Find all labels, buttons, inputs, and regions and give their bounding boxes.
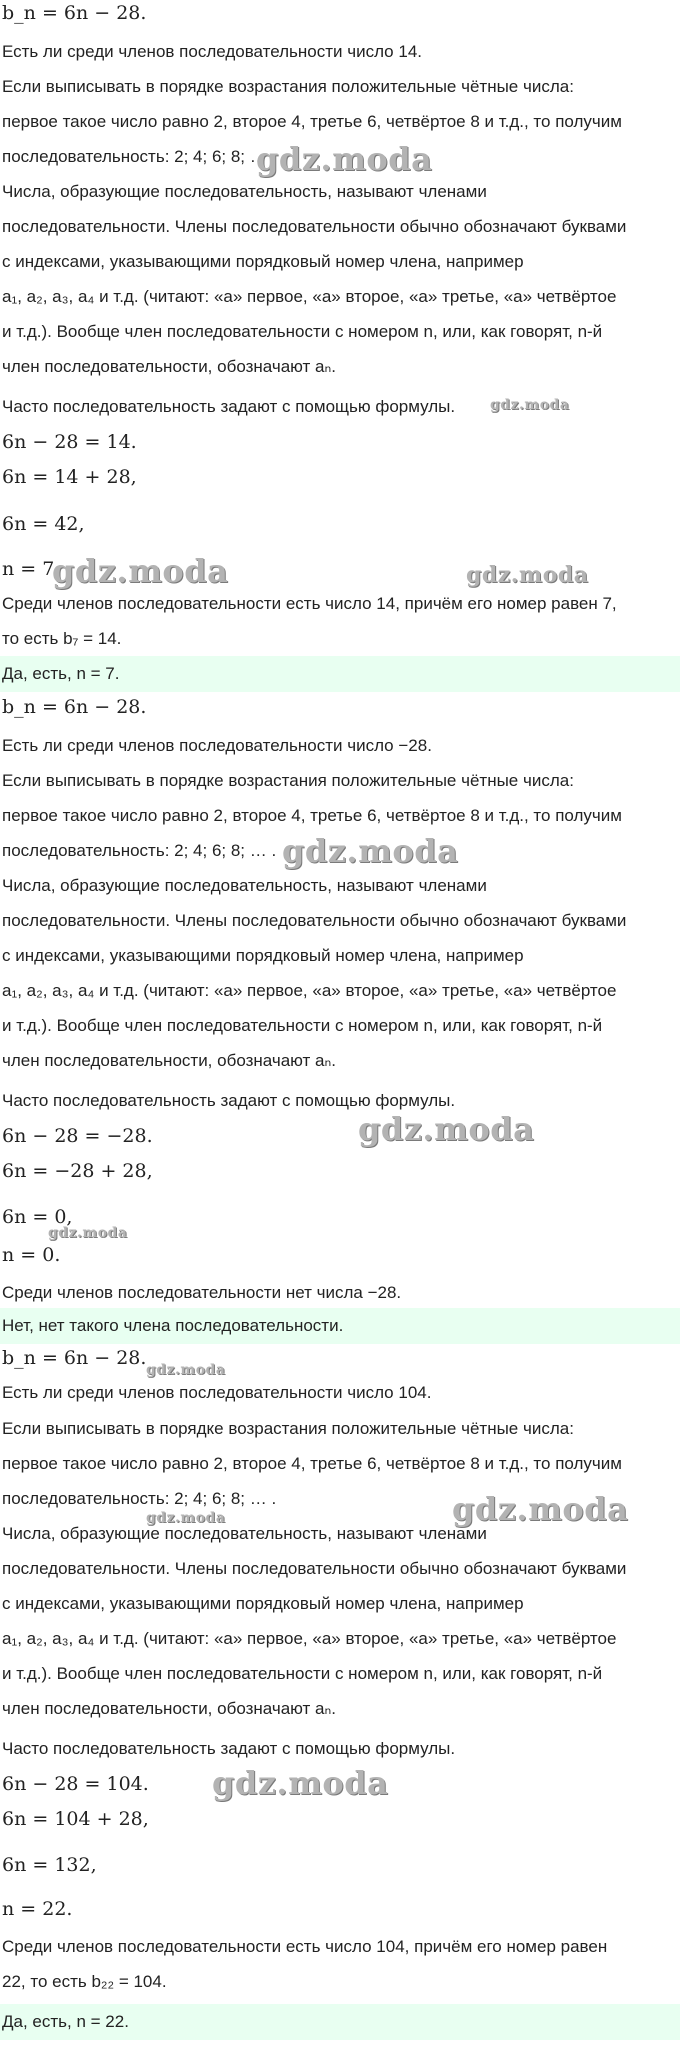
conclusion-line: Среди членов последовательности есть число 104, причём его номер равен xyxy=(2,1937,608,1956)
solution-step: 6n = 104 + 28, xyxy=(2,1808,149,1830)
answer-box: Да, есть, n = 22. xyxy=(0,2004,680,2040)
solution-step: 6n = 14 + 28, xyxy=(2,466,137,488)
theory-line: член последовательности, обозначают aₙ. xyxy=(2,357,336,376)
solution-step: 6n = 132, xyxy=(2,1854,97,1876)
theory-line: Если выписывать в порядке возрастания положительные чётные числа: xyxy=(2,771,574,790)
theory-line: первое такое число равно 2, второе 4, третье 6, четвёртое 8 и т.д., то получим xyxy=(2,1454,622,1473)
theory-line: a₁, a₂, a₃, a₄ и т.д. (читают: «a» первое, «a» второе, «a» третье, «a» четвёртое xyxy=(2,1629,617,1648)
solution-step: 6n − 28 = 104. xyxy=(2,1773,149,1795)
theory-line: с индексами, указывающими порядковый номер члена, например xyxy=(2,252,524,271)
question: Есть ли среди членов последовательности число 14. xyxy=(2,42,422,61)
theory-line: a₁, a₂, a₃, a₄ и т.д. (читают: «a» первое, «a» второе, «a» третье, «a» четвёртое xyxy=(2,287,617,306)
watermark-logo: gdz.moda xyxy=(490,397,570,413)
watermark-logo: gdz.moda xyxy=(466,562,589,588)
solution-step: n = 7. xyxy=(2,558,61,580)
theory-line: первое такое число равно 2, второе 4, третье 6, четвёртое 8 и т.д., то получим xyxy=(2,112,622,131)
theory-line: последовательность: 2; 4; 6; 8; … xyxy=(2,147,267,166)
theory-line: Числа, образующие последовательность, называют членами xyxy=(2,876,487,895)
solution-step: n = 22. xyxy=(2,1898,73,1920)
solution-step: 6n − 28 = −28. xyxy=(2,1125,153,1147)
theory-line: и т.д.). Вообще член последовательности с номером n, или, как говорят, n-й xyxy=(2,1016,603,1035)
conclusion-line: 22, то есть b₂₂ = 104. xyxy=(2,1972,167,1991)
question: Есть ли среди членов последовательности число 104. xyxy=(2,1383,432,1402)
theory-line: последовательности. Члены последовательности обычно обозначают буквами xyxy=(2,911,627,930)
solution-step: 6n = 0, xyxy=(2,1206,73,1228)
solution-step: n = 0. xyxy=(2,1244,61,1266)
watermark-logo: gdz.moda xyxy=(48,1225,128,1241)
theory-line: Числа, образующие последовательность, называют членами xyxy=(2,182,487,201)
theory-line: Часто последовательность задают с помощью формулы. xyxy=(2,1739,456,1758)
watermark-logo: gdz.moda xyxy=(282,832,459,870)
sequence-formula: b_n = 6n − 28. xyxy=(2,696,147,718)
answer-box: Да, есть, n = 7. xyxy=(0,656,680,692)
theory-line: a₁, a₂, a₃, a₄ и т.д. (читают: «a» первое, «a» второе, «a» третье, «a» четвёртое xyxy=(2,981,617,1000)
conclusion-line: Среди членов последовательности есть число 14, причём его номер равен 7, xyxy=(2,594,617,613)
watermark-logo: gdz.moda xyxy=(358,1110,535,1148)
watermark-logo: gdz.moda xyxy=(256,140,433,178)
theory-line: Числа, образующие последовательность, называют членами xyxy=(2,1524,487,1543)
theory-line: Часто последовательность задают с помощью формулы. xyxy=(2,397,456,416)
theory-line: Если выписывать в порядке возрастания положительные чётные числа: xyxy=(2,77,574,96)
solution-step: 6n = 42, xyxy=(2,513,85,535)
theory-line: последовательности. Члены последовательности обычно обозначают буквами xyxy=(2,217,627,236)
theory-line: Часто последовательность задают с помощью формулы. xyxy=(2,1091,456,1110)
theory-line: последовательности. Члены последовательности обычно обозначают буквами xyxy=(2,1559,627,1578)
theory-line: первое такое число равно 2, второе 4, третье 6, четвёртое 8 и т.д., то получим xyxy=(2,806,622,825)
theory-line: Если выписывать в порядке возрастания положительные чётные числа: xyxy=(2,1419,574,1438)
theory-line: и т.д.). Вообще член последовательности с номером n, или, как говорят, n-й xyxy=(2,1664,603,1683)
theory-line: с индексами, указывающими порядковый номер члена, например xyxy=(2,946,524,965)
watermark-logo: gdz.moda xyxy=(212,1764,389,1802)
watermark-logo: gdz.moda xyxy=(452,1490,629,1528)
theory-line: и т.д.). Вообще член последовательности с номером n, или, как говорят, n-й xyxy=(2,322,603,341)
solution-step: 6n − 28 = 14. xyxy=(2,431,137,453)
conclusion-line: Среди членов последовательности нет числа −28. xyxy=(2,1283,402,1302)
conclusion-line: то есть b₇ = 14. xyxy=(2,629,122,648)
theory-line: член последовательности, обозначают aₙ. xyxy=(2,1699,336,1718)
watermark-logo: gdz.moda xyxy=(146,1362,226,1378)
theory-line: член последовательности, обозначают aₙ. xyxy=(2,1051,336,1070)
sequence-formula: b_n = 6n − 28. xyxy=(2,1347,147,1369)
watermark-logo: gdz.moda xyxy=(52,552,229,590)
solution-step: 6n = −28 + 28, xyxy=(2,1160,153,1182)
sequence-formula: b_n = 6n − 28. xyxy=(2,2,147,24)
watermark-logo: gdz.moda xyxy=(146,1510,226,1526)
theory-line: последовательность: 2; 4; 6; 8; … . xyxy=(2,1489,277,1508)
answer-box: Нет, нет такого члена последовательности. xyxy=(0,1308,680,1344)
theory-line: последовательность: 2; 4; 6; 8; … . xyxy=(2,841,277,860)
question: Есть ли среди членов последовательности число −28. xyxy=(2,736,432,755)
theory-line: с индексами, указывающими порядковый номер члена, например xyxy=(2,1594,524,1613)
